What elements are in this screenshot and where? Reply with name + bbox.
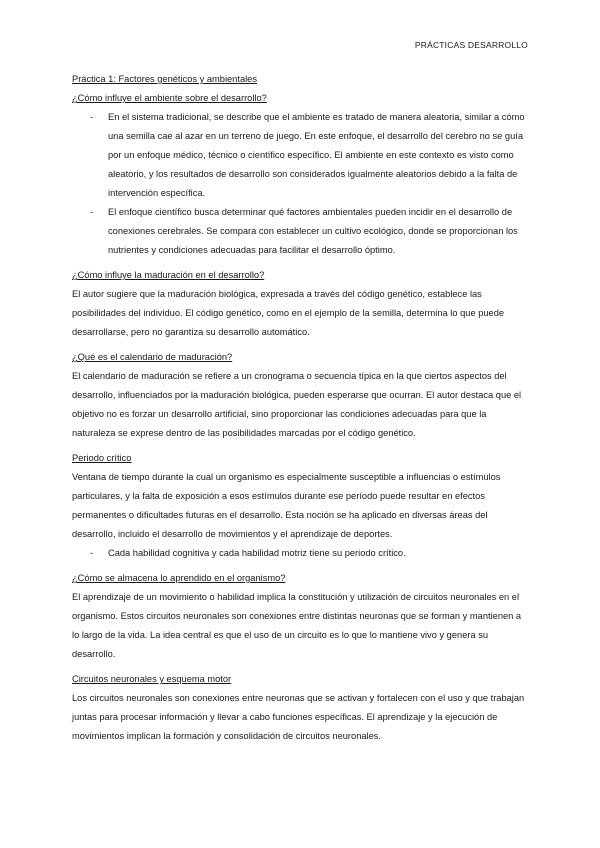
list-item <box>72 108 530 203</box>
section-maturation <box>72 266 530 342</box>
section-paragraph: Ventana de tiempo durante la cual un organismo es especialmente susceptible a influencias o estímulos particulares, y la falta de exposición a esos estímulos durante ese período puede resultar en efectos permanentes o dificultades futuras en el desarrollo. Esta noción se ha aplicado en diversas áreas del desarrollo, incluido el desarrollo de movimientos y el aprendizaje de deportes. <box>72 472 501 539</box>
section-neural-circuits <box>72 670 530 746</box>
section-storage <box>72 569 530 664</box>
section-heading: ¿Cómo influye la maduración en el desarrollo? <box>72 270 265 280</box>
list-item-text: En el sistema tradicional, se describe que el ambiente es tratado de manera aleatoria, similar a cómo una semilla cae al azar en un terreno de juego. En este enfoque, el desarrollo del cerebro no se guía por un enfoque médico, técnico o científico específico. El ambiente en este contexto es visto como aleatorio, y los resultados de desarrollo son considerados igualmente aleatorios debido a la falta de intervención específica. <box>108 112 525 198</box>
section-maturation-calendar <box>72 348 530 443</box>
section-critical-period <box>72 449 530 563</box>
dash-marker: - <box>90 207 94 217</box>
section-paragraph: El autor sugiere que la maduración biológica, expresada a través del código genético, establece las posibilidades del individuo. El código genético, como en el ejemplo de la semilla, determina lo que puede desarrollarse, pero no garantiza su desarrollo automático. <box>72 289 505 337</box>
practice-title: Práctica 1: Factores genéticos y ambientales <box>72 74 257 84</box>
section-paragraph: El calendario de maduración se refiere a un cronograma o secuencia típica en la que ciertos aspectos del desarrollo, influenciados por la maduración biológica, pueden esperarse que ocurran. El autor destaca que el objetivo no es forzar un desarrollo artificial, sino proporcionar las condiciones adecuadas para que la naturaleza se exprese dentro de las posibilidades marcadas por el código genético. <box>72 371 522 438</box>
section-heading: ¿Qué es el calendario de maduración? <box>72 352 233 362</box>
list-item <box>72 203 530 260</box>
list-item <box>72 544 530 563</box>
section-heading: ¿Cómo influye el ambiente sobre el desarrollo? <box>72 93 267 103</box>
section-heading: Circuitos neuronales y esquema motor <box>72 674 232 684</box>
section-heading: Periodo crítico <box>72 453 132 463</box>
list-item-text: El enfoque científico busca determinar qué factores ambientales pueden incidir en el desarrollo de conexiones cerebrales. Se compara con establecer un cultivo ecológico, donde se proporcionan los nutrientes y condiciones adecuadas para facilitar el desarrollo óptimo. <box>108 207 518 255</box>
section-paragraph: Los circuitos neuronales son conexiones entre neuronas que se activan y fortalecen con el uso y que trabajan juntas para procesar información y llevar a cabo funciones específicas. El aprendizaje y la ejecución de movimientos implican la formación y consolidación de circuitos neuronales. <box>72 693 525 741</box>
list-item-text: Cada habilidad cognitiva y cada habilidad motriz tiene su periodo crítico. <box>108 548 406 558</box>
bullet-list <box>72 544 530 563</box>
running-header: PRÁCTICAS DESARROLLO <box>414 40 528 50</box>
document-body <box>72 70 530 746</box>
section-environment <box>72 89 530 260</box>
section-paragraph: El aprendizaje de un movimiento o habilidad implica la constitución y utilización de circuitos neuronales en el organismo. Estos circuitos neuronales son conexiones entre distintas neuronas que se forman y mantienen a lo largo de la vida. La idea central es que el uso de un circuito es lo que lo mantiene vivo y genera su desarrollo. <box>72 592 522 659</box>
section-heading: ¿Cómo se almacena lo aprendido en el organismo? <box>72 573 286 583</box>
dash-marker: - <box>90 112 94 122</box>
bullet-list <box>72 108 530 260</box>
dash-marker: - <box>90 548 94 558</box>
